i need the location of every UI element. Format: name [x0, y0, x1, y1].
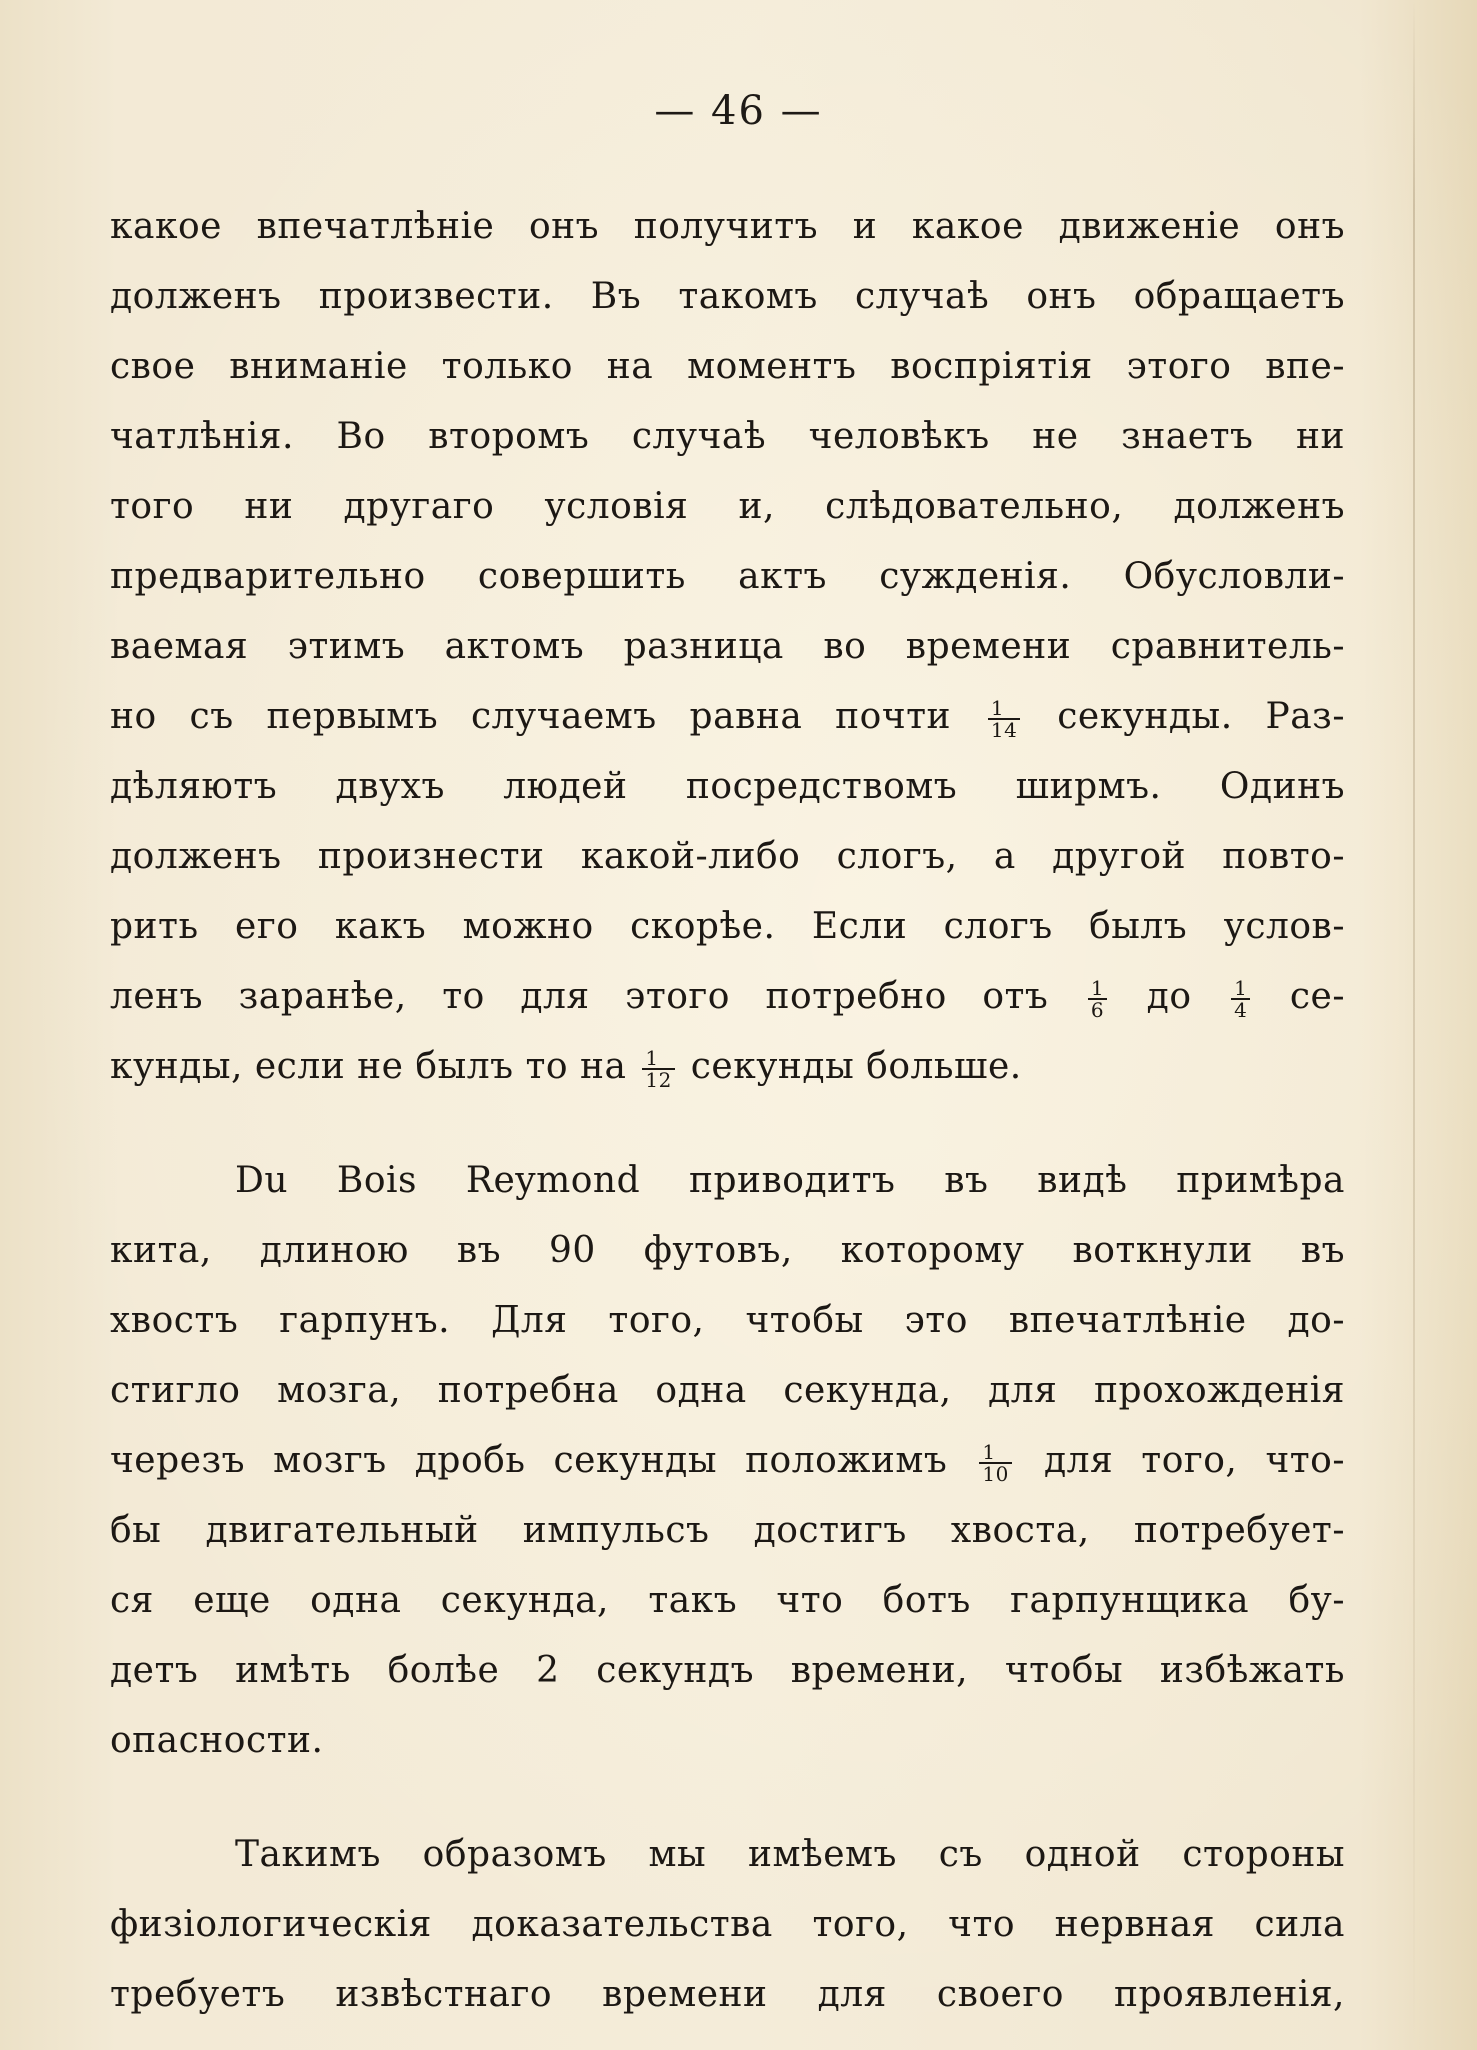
text-run: рить его какъ можно скорѣе. Если слогъ былъ услов- — [110, 906, 1345, 947]
text-run: ся еще одна секунда, такъ что ботъ гарпунщика бу- — [110, 1580, 1345, 1621]
fraction-denominator: 12 — [645, 1068, 672, 1092]
text-line — [110, 1960, 1345, 2030]
text-line — [110, 962, 1345, 1032]
text-line — [110, 822, 1345, 892]
text-run: чатлѣнія. Во второмъ случаѣ человѣкъ не знаетъ ни — [110, 416, 1345, 457]
paragraph — [110, 1146, 1345, 1776]
text-run: детъ имѣть болѣе 2 секундъ времени, чтобы избѣжать — [110, 1650, 1345, 1691]
text-line — [110, 192, 1345, 262]
text-run: ваемая этимъ актомъ разница во времени сравнитель- — [110, 626, 1345, 667]
text-run: предварительно совершить актъ сужденія. Обусловли- — [110, 556, 1345, 597]
text-line — [110, 1356, 1345, 1426]
text-line — [110, 1216, 1345, 1286]
text-run: кунды, если не былъ то на — [110, 1046, 639, 1087]
text-run: хвостъ гарпунъ. Для того, чтобы это впечатлѣніе до- — [110, 1300, 1345, 1341]
text-run: требуетъ извѣстнаго времени для своего проявленія, — [110, 1974, 1345, 2015]
paragraph — [110, 192, 1345, 1102]
text-line — [110, 1146, 1345, 1216]
text-run: стигло мозга, потребна одна секунда, для прохожденія — [110, 1370, 1345, 1411]
text-run: се- — [1254, 976, 1345, 1017]
text-run: свое вниманіе только на моментъ воспріятія этого впе- — [110, 346, 1345, 387]
text-line — [110, 262, 1345, 332]
text-run: опасности. — [110, 1720, 324, 1761]
fraction-numerator: 1 — [1231, 978, 1250, 1000]
text-run: черезъ мозгъ дробь секунды положимъ — [110, 1440, 976, 1481]
text-run: секунды больше. — [678, 1046, 1022, 1087]
text-run: ленъ заранѣе, то для этого потребно отъ — [110, 976, 1084, 1017]
text-run: бы двигательный импульсъ достигъ хвоста, потребует- — [110, 1510, 1345, 1551]
text-run: долженъ произвести. Въ такомъ случаѣ онъ обращаетъ — [110, 276, 1345, 317]
text-line — [110, 1426, 1345, 1496]
fraction-numerator: 1 — [979, 1442, 1011, 1464]
fraction — [1231, 978, 1250, 1020]
text-line — [110, 542, 1345, 612]
page-edge-shadow — [1413, 0, 1415, 2050]
fraction-denominator: 14 — [990, 718, 1018, 742]
text-line — [110, 332, 1345, 402]
text-line — [110, 682, 1345, 752]
body-text — [110, 192, 1345, 2030]
fraction-numerator: 1 — [1088, 978, 1107, 1000]
text-line — [110, 1636, 1345, 1706]
fraction — [642, 1048, 674, 1090]
text-line — [110, 752, 1345, 822]
text-line — [110, 1032, 1345, 1102]
fraction-numerator: 1 — [988, 698, 1020, 720]
fraction — [1088, 978, 1107, 1020]
text-run: но съ первымъ случаемъ равна почти — [110, 696, 984, 737]
fraction-denominator: 6 — [1090, 998, 1105, 1022]
fraction — [988, 698, 1020, 740]
text-line — [110, 1706, 1345, 1776]
text-line — [110, 1890, 1345, 1960]
text-run: Du Bois Reymond приводитъ въ видѣ примѣра — [235, 1160, 1345, 1201]
text-line — [110, 612, 1345, 682]
text-run: до — [1111, 976, 1228, 1017]
text-run: секунды. Раз- — [1024, 696, 1345, 737]
text-run: кита, длиною въ 90 футовъ, которому воткнули въ — [110, 1230, 1345, 1271]
text-run: дѣляютъ двухъ людей посредствомъ ширмъ. Одинъ — [110, 766, 1345, 807]
text-run: физіологическія доказательства того, что нервная сила — [110, 1904, 1345, 1945]
fraction-numerator: 1 — [642, 1048, 674, 1070]
text-run: долженъ произнести какой-либо слогъ, а другой повто- — [110, 836, 1345, 877]
paragraph — [110, 1820, 1345, 2030]
fraction-denominator: 10 — [982, 1462, 1009, 1486]
text-line — [110, 472, 1345, 542]
text-line — [110, 1566, 1345, 1636]
text-line — [110, 892, 1345, 962]
text-run: для того, что- — [1015, 1440, 1345, 1481]
text-run: того ни другаго условія и, слѣдовательно, долженъ — [110, 486, 1345, 527]
text-run: Такимъ образомъ мы имѣемъ съ одной стороны — [235, 1834, 1345, 1875]
page-number: — 46 — — [654, 88, 823, 134]
text-line — [110, 1286, 1345, 1356]
fraction — [979, 1442, 1011, 1484]
text-run: какое впечатлѣніе онъ получитъ и какое движеніе онъ — [110, 206, 1345, 247]
text-line — [110, 1820, 1345, 1890]
text-line — [110, 1496, 1345, 1566]
fraction-denominator: 4 — [1234, 998, 1248, 1022]
text-line — [110, 402, 1345, 472]
